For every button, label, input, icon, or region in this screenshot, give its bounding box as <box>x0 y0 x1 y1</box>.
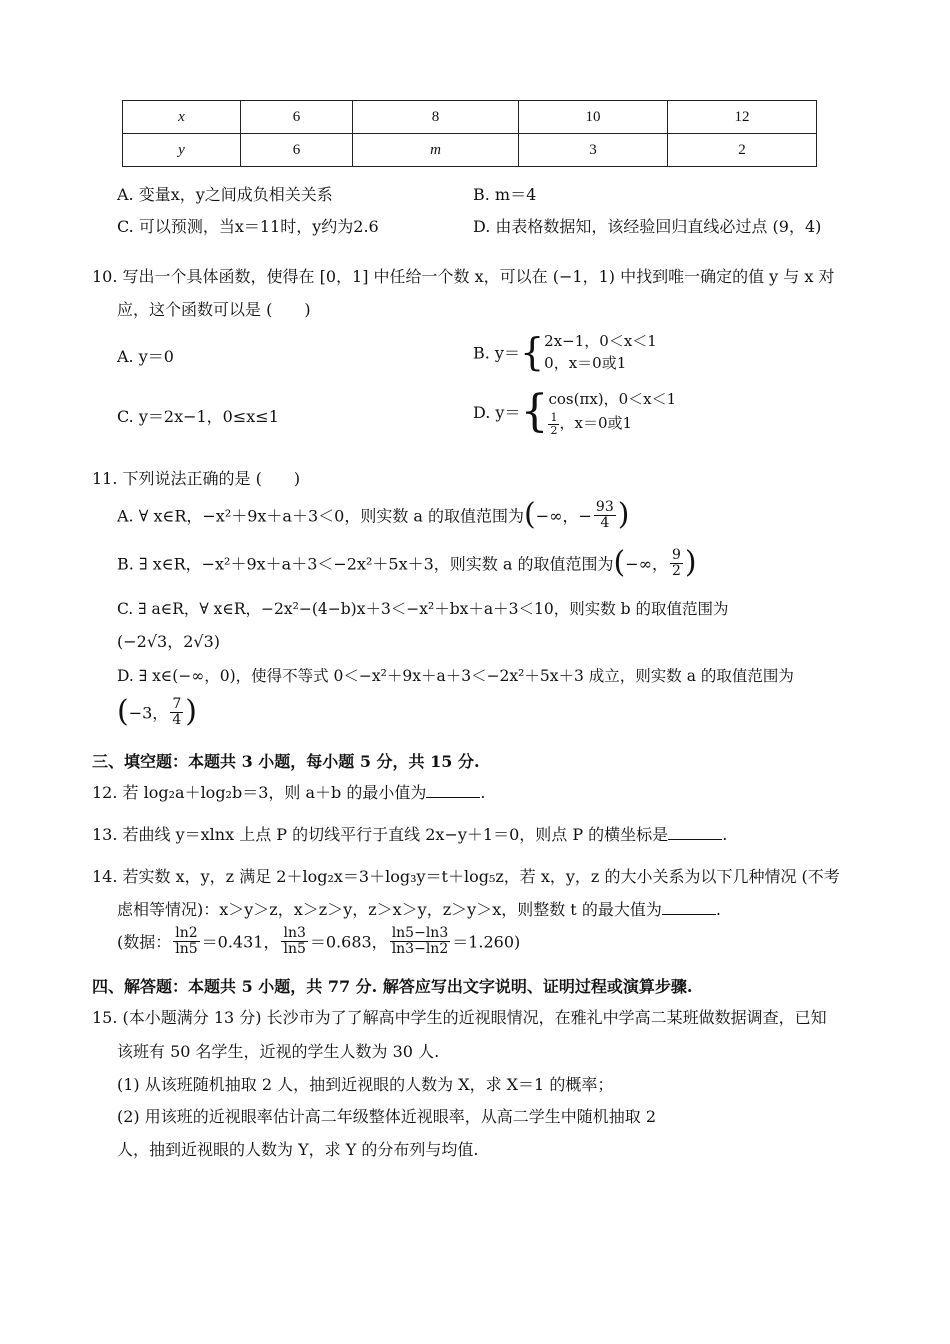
case-line: 0，x＝0或1 <box>544 354 627 372</box>
q15-line1: 15. (本小题满分 13 分) 长沙市为了了解高中学生的近视眼情况，在雅礼中学高二某班做数据调查，已知 <box>92 1008 827 1027</box>
denominator: 4 <box>172 711 182 728</box>
q11-option-d-range <box>117 694 197 730</box>
q11-option-c-range: (−2√3，2√3) <box>117 632 221 651</box>
table-cell: y <box>123 134 241 167</box>
fraction <box>173 926 199 956</box>
denominator: 2 <box>671 562 681 579</box>
period: . <box>480 783 486 802</box>
q9-option-c: C. 可以预测，当x＝11时，y约为2.6 <box>117 217 379 236</box>
right-paren-icon: ) <box>617 497 630 533</box>
fraction-value: ＝0.683， <box>309 932 388 952</box>
table-cell: m <box>353 134 519 167</box>
q10-stem-line1: 10. 写出一个具体函数，使得在 [0，1] 中任给一个数 x，可以在 (−1，1) 中找到唯一确定的值 y 与 x 对 <box>92 267 835 286</box>
denominator: 2 <box>550 423 558 437</box>
interval-left: −∞，− <box>535 506 592 526</box>
period: . <box>722 825 728 844</box>
fraction-value: ＝0.431， <box>201 932 280 952</box>
interval-left: −3， <box>128 703 169 723</box>
table-cell: 8 <box>353 101 519 134</box>
left-paren-icon: ( <box>613 545 626 581</box>
case-line: 2x−1，0＜x＜1 <box>544 332 657 350</box>
left-paren-icon: ( <box>117 694 129 730</box>
q10-option-a: A. y＝0 <box>117 347 174 366</box>
denominator: ln3−ln2 <box>391 940 449 957</box>
table-cell: 6 <box>241 101 353 134</box>
left-brace-icon: { <box>520 385 549 437</box>
right-paren-icon: ) <box>684 545 697 581</box>
case-line: cos(πx)，0＜x＜1 <box>548 390 677 408</box>
numerator: 7 <box>172 696 182 712</box>
denominator: ln5 <box>175 940 198 957</box>
option-text: B. ∃ x∈R，−x²＋9x＋a＋3＜−2x²＋5x＋3，则实数 a 的取值范围为 <box>117 554 614 574</box>
q11-option-a <box>117 497 630 533</box>
q10-option-d-label: D. y＝ <box>473 403 521 423</box>
fraction-value: ＝1.260) <box>452 932 521 952</box>
table-cell: 2 <box>668 134 817 167</box>
q11-option-b <box>117 545 697 581</box>
case-line: ，x＝0或1 <box>559 414 633 432</box>
fraction <box>170 697 183 727</box>
numerator: ln5−ln3 <box>391 925 449 941</box>
table-cell: 6 <box>241 134 353 167</box>
numerator: ln3 <box>283 925 306 941</box>
q10-option-b <box>473 330 657 374</box>
question-text: 13. 若曲线 y＝xlnx 上点 P 的切线平行于直线 2x−y＋1＝0，则点 P 的横坐标是 <box>92 825 669 844</box>
q9-option-d: D. 由表格数据知，该经验回归直线必过点 (9，4) <box>473 217 822 236</box>
question-text: 12. 若 log₂a＋log₂b＝3，则 a＋b 的最小值为 <box>92 783 427 802</box>
section-3-heading: 三、填空题：本题共 3 小题，每小题 5 分，共 15 分. <box>92 752 480 771</box>
fraction <box>548 412 559 436</box>
answer-blank <box>662 900 716 915</box>
piecewise-cases <box>544 330 657 374</box>
numerator: ln2 <box>175 925 198 941</box>
q9-option-a: A. 变量x，y之间成负相关关系 <box>117 185 333 204</box>
fraction <box>281 926 307 956</box>
data-table <box>122 100 817 167</box>
interval-left: −∞， <box>625 554 668 574</box>
q12 <box>92 780 485 803</box>
left-paren-icon: ( <box>524 497 536 533</box>
table-cell: x <box>123 101 241 134</box>
q11-option-c: C. ∃ a∈R，∀ x∈R，−2x²−(4−b)x＋3＜−x²＋bx＋a＋3＜10，则实数 b 的取值范围为 <box>117 600 729 618</box>
right-paren-icon: ) <box>185 694 197 730</box>
table-cell: 12 <box>668 101 817 134</box>
numerator: 93 <box>595 499 614 515</box>
q10-option-b-label: B. y＝ <box>473 343 520 363</box>
data-prefix: (数据： <box>117 932 172 952</box>
answer-blank <box>426 783 480 798</box>
q15-part2-line1: (2) 用该班的近视眼率估计高二年级整体近视眼率，从高二学生中随机抽取 2 <box>117 1107 657 1126</box>
fraction <box>670 548 683 578</box>
q10-option-d <box>473 387 676 436</box>
denominator: 4 <box>600 514 610 531</box>
q11-stem: 11. 下列说法正确的是 ( ) <box>92 469 301 488</box>
question-text: 虑相等情况)：x＞y＞z，x＞z＞y，z＞x＞y，z＞y＞x，则整数 t 的最大值为 <box>117 900 662 919</box>
q10-stem-line2: 应，这个函数可以是 ( ) <box>117 300 311 319</box>
q15-part2-line2: 人，抽到近视眼的人数为 Y，求 Y 的分布列与均值. <box>117 1140 479 1159</box>
section-4-heading: 四、解答题：本题共 5 小题，共 77 分. 解答应写出文字说明、证明过程或演算步骤. <box>92 977 693 996</box>
q10-option-c: C. y＝2x−1，0≤x≤1 <box>117 407 279 426</box>
fraction <box>594 500 616 530</box>
fraction <box>390 926 451 956</box>
q15-line2: 该班有 50 名学生，近视的学生人数为 30 人. <box>117 1042 440 1061</box>
q14-line1: 14. 若实数 x，y，z 满足 2＋log₂x＝3＋log₃y＝t＋log₅z，若 x，y，z 的大小关系为以下几种情况 (不考 <box>92 867 840 886</box>
denominator: ln5 <box>283 940 306 957</box>
q14-data <box>117 926 520 956</box>
q9-option-b: B. m＝4 <box>473 185 537 204</box>
q11-option-d: D. ∃ x∈(−∞，0)，使得不等式 0＜−x²＋9x＋a＋3＜−2x²＋5x＋3 成立，则实数 a 的取值范围为 <box>117 667 794 685</box>
piecewise-cases <box>548 387 676 436</box>
table-cell: 10 <box>519 101 668 134</box>
answer-blank <box>668 825 722 840</box>
numerator: 9 <box>671 547 681 563</box>
left-brace-icon: { <box>519 330 545 374</box>
table-cell: 3 <box>519 134 668 167</box>
q13 <box>92 822 727 845</box>
numerator: 1 <box>550 410 558 424</box>
q15-part1: (1) 从该班随机抽取 2 人，抽到近视眼的人数为 X，求 X＝1 的概率； <box>117 1075 614 1094</box>
period: . <box>715 900 721 919</box>
table-row <box>123 134 817 167</box>
table-row <box>123 101 817 134</box>
q14-line2 <box>117 897 721 920</box>
option-text: A. ∀ x∈R，−x²＋9x＋a＋3＜0，则实数 a 的取值范围为 <box>117 506 525 526</box>
